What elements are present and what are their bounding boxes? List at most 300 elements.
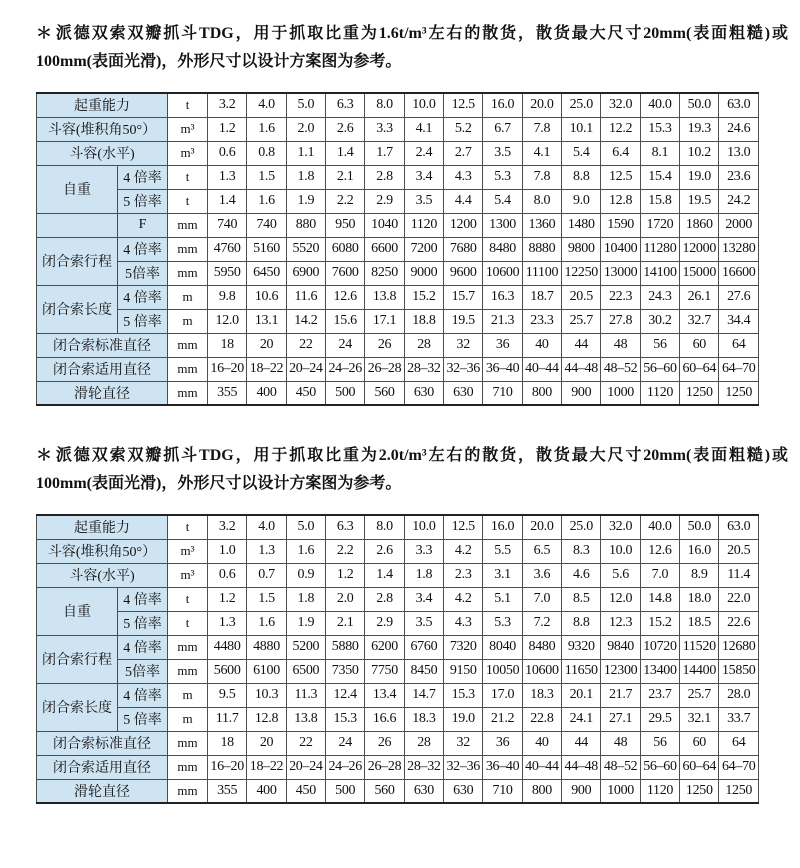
value-cell: 18.0 bbox=[680, 587, 719, 611]
value-cell: 355 bbox=[208, 381, 247, 405]
value-cell: 12250 bbox=[562, 261, 601, 285]
value-cell: 9000 bbox=[404, 261, 443, 285]
value-cell: 33.7 bbox=[719, 707, 759, 731]
table-row bbox=[37, 93, 759, 117]
value-cell: 15.3 bbox=[326, 707, 365, 731]
value-cell: 3.5 bbox=[404, 611, 443, 635]
value-cell: 5.1 bbox=[483, 587, 522, 611]
value-cell: 50.0 bbox=[680, 515, 719, 539]
value-cell: 950 bbox=[326, 213, 365, 237]
value-cell: 20.0 bbox=[522, 93, 561, 117]
value-cell: 28 bbox=[404, 333, 443, 357]
value-cell: 44 bbox=[562, 333, 601, 357]
intro-paragraph-1-text: 派德双索双瓣抓斗TDG，用于抓取比重为1.6t/m³左右的散货，散货最大尺寸20mm(表面粗糙)或100mm(表面光滑)，外形尺寸以设计方案图为参考。 bbox=[36, 25, 788, 70]
row-sublabel-cell: 4 倍率 bbox=[118, 285, 168, 309]
table-row bbox=[37, 117, 759, 141]
value-cell: 17.1 bbox=[365, 309, 404, 333]
unit-cell: mm bbox=[168, 213, 208, 237]
value-cell: 19.5 bbox=[680, 189, 719, 213]
table-row bbox=[37, 731, 759, 755]
unit-cell: m bbox=[168, 285, 208, 309]
value-cell: 22 bbox=[286, 333, 325, 357]
value-cell: 9320 bbox=[562, 635, 601, 659]
value-cell: 11100 bbox=[522, 261, 561, 285]
value-cell: 800 bbox=[522, 779, 561, 803]
value-cell: 1.6 bbox=[286, 539, 325, 563]
value-cell: 630 bbox=[444, 779, 483, 803]
value-cell: 1.2 bbox=[208, 117, 247, 141]
value-cell: 630 bbox=[444, 381, 483, 405]
value-cell: 2.7 bbox=[444, 141, 483, 165]
value-cell: 2.4 bbox=[404, 141, 443, 165]
value-cell: 11280 bbox=[640, 237, 679, 261]
value-cell: 15.2 bbox=[640, 611, 679, 635]
value-cell: 9.5 bbox=[208, 683, 247, 707]
value-cell: 5.3 bbox=[483, 165, 522, 189]
value-cell: 16.0 bbox=[483, 515, 522, 539]
value-cell: 19.0 bbox=[444, 707, 483, 731]
value-cell: 15.3 bbox=[444, 683, 483, 707]
value-cell: 64 bbox=[719, 333, 759, 357]
value-cell: 2.2 bbox=[326, 189, 365, 213]
value-cell: 1000 bbox=[601, 779, 640, 803]
value-cell: 56 bbox=[640, 333, 679, 357]
value-cell: 18.3 bbox=[522, 683, 561, 707]
value-cell: 13400 bbox=[640, 659, 679, 683]
value-cell: 0.6 bbox=[208, 563, 247, 587]
value-cell: 26 bbox=[365, 333, 404, 357]
value-cell: 1.6 bbox=[247, 117, 286, 141]
value-cell: 27.6 bbox=[719, 285, 759, 309]
value-cell: 18–22 bbox=[247, 357, 286, 381]
value-cell: 4.6 bbox=[562, 563, 601, 587]
value-cell: 10.3 bbox=[247, 683, 286, 707]
value-cell: 14400 bbox=[680, 659, 719, 683]
value-cell: 24.2 bbox=[719, 189, 759, 213]
row-sublabel-cell: F bbox=[118, 213, 168, 237]
value-cell: 7680 bbox=[444, 237, 483, 261]
value-cell: 32–36 bbox=[444, 755, 483, 779]
row-label-cell: 斗容(堆积角50°） bbox=[37, 539, 168, 563]
value-cell: 32.0 bbox=[601, 515, 640, 539]
value-cell: 1.8 bbox=[286, 587, 325, 611]
value-cell: 28.0 bbox=[719, 683, 759, 707]
value-cell: 29.5 bbox=[640, 707, 679, 731]
value-cell: 32.1 bbox=[680, 707, 719, 731]
table-row bbox=[37, 515, 759, 539]
table-row bbox=[37, 659, 759, 683]
row-sublabel-cell: 5倍率 bbox=[118, 659, 168, 683]
value-cell: 40.0 bbox=[640, 93, 679, 117]
value-cell: 560 bbox=[365, 779, 404, 803]
value-cell: 0.8 bbox=[247, 141, 286, 165]
row-label-cell: 闭合索适用直径 bbox=[37, 755, 168, 779]
value-cell: 3.3 bbox=[365, 117, 404, 141]
value-cell: 2.1 bbox=[326, 165, 365, 189]
value-cell: 12.2 bbox=[601, 117, 640, 141]
value-cell: 20.1 bbox=[562, 683, 601, 707]
value-cell: 12.3 bbox=[601, 611, 640, 635]
value-cell: 1.4 bbox=[326, 141, 365, 165]
row-label-cell: 滑轮直径 bbox=[37, 779, 168, 803]
value-cell: 25.0 bbox=[562, 515, 601, 539]
value-cell: 8480 bbox=[483, 237, 522, 261]
value-cell: 12680 bbox=[719, 635, 759, 659]
value-cell: 1.5 bbox=[247, 165, 286, 189]
row-sublabel-cell: 5 倍率 bbox=[118, 611, 168, 635]
value-cell: 3.2 bbox=[208, 515, 247, 539]
value-cell: 16.0 bbox=[483, 93, 522, 117]
spec-table-tdg-2-0 bbox=[36, 514, 759, 804]
value-cell: 1250 bbox=[719, 779, 759, 803]
value-cell: 14.2 bbox=[286, 309, 325, 333]
row-group-cell: 闭合索行程 bbox=[37, 635, 118, 683]
value-cell: 26–28 bbox=[365, 357, 404, 381]
value-cell: 15.2 bbox=[404, 285, 443, 309]
value-cell: 8.5 bbox=[562, 587, 601, 611]
row-label-cell: 斗容(堆积角50°） bbox=[37, 117, 168, 141]
row-label-cell: 斗容(水平) bbox=[37, 141, 168, 165]
value-cell: 48–52 bbox=[601, 357, 640, 381]
value-cell: 500 bbox=[326, 381, 365, 405]
value-cell: 5.4 bbox=[483, 189, 522, 213]
value-cell: 8.0 bbox=[365, 93, 404, 117]
table-row bbox=[37, 357, 759, 381]
value-cell: 11.7 bbox=[208, 707, 247, 731]
row-group-cell: 自重 bbox=[37, 587, 118, 635]
table-row bbox=[37, 189, 759, 213]
value-cell: 36 bbox=[483, 333, 522, 357]
value-cell: 36 bbox=[483, 731, 522, 755]
star-marker: ＊ bbox=[36, 25, 54, 42]
row-group-cell bbox=[37, 213, 118, 237]
value-cell: 630 bbox=[404, 381, 443, 405]
value-cell: 8.8 bbox=[562, 611, 601, 635]
value-cell: 25.0 bbox=[562, 93, 601, 117]
value-cell: 900 bbox=[562, 381, 601, 405]
value-cell: 4.0 bbox=[247, 515, 286, 539]
spec-table-tdg-1-6 bbox=[36, 92, 759, 406]
value-cell: 10600 bbox=[522, 659, 561, 683]
value-cell: 1200 bbox=[444, 213, 483, 237]
value-cell: 1.4 bbox=[208, 189, 247, 213]
value-cell: 500 bbox=[326, 779, 365, 803]
table-row bbox=[37, 309, 759, 333]
value-cell: 1250 bbox=[680, 779, 719, 803]
value-cell: 10.0 bbox=[404, 515, 443, 539]
value-cell: 16.6 bbox=[365, 707, 404, 731]
value-cell: 12.5 bbox=[444, 93, 483, 117]
value-cell: 2.2 bbox=[326, 539, 365, 563]
value-cell: 1860 bbox=[680, 213, 719, 237]
value-cell: 5.4 bbox=[562, 141, 601, 165]
value-cell: 28 bbox=[404, 731, 443, 755]
value-cell: 32 bbox=[444, 731, 483, 755]
value-cell: 5.6 bbox=[601, 563, 640, 587]
value-cell: 4.3 bbox=[444, 165, 483, 189]
value-cell: 20.5 bbox=[562, 285, 601, 309]
value-cell: 10.0 bbox=[404, 93, 443, 117]
spec-table-tdg-2-0-body bbox=[37, 515, 759, 803]
value-cell: 6500 bbox=[286, 659, 325, 683]
value-cell: 56 bbox=[640, 731, 679, 755]
value-cell: 19.0 bbox=[680, 165, 719, 189]
value-cell: 20–24 bbox=[286, 755, 325, 779]
unit-cell: t bbox=[168, 93, 208, 117]
value-cell: 27.8 bbox=[601, 309, 640, 333]
value-cell: 1.2 bbox=[326, 563, 365, 587]
value-cell: 14100 bbox=[640, 261, 679, 285]
table-row bbox=[37, 611, 759, 635]
value-cell: 16.0 bbox=[680, 539, 719, 563]
value-cell: 4.3 bbox=[444, 611, 483, 635]
unit-cell: mm bbox=[168, 755, 208, 779]
value-cell: 24.3 bbox=[640, 285, 679, 309]
value-cell: 3.2 bbox=[208, 93, 247, 117]
value-cell: 7.0 bbox=[640, 563, 679, 587]
value-cell: 1300 bbox=[483, 213, 522, 237]
table-row bbox=[37, 333, 759, 357]
value-cell: 2.9 bbox=[365, 189, 404, 213]
value-cell: 15.7 bbox=[444, 285, 483, 309]
value-cell: 19.5 bbox=[444, 309, 483, 333]
value-cell: 3.6 bbox=[522, 563, 561, 587]
value-cell: 18 bbox=[208, 731, 247, 755]
value-cell: 710 bbox=[483, 779, 522, 803]
value-cell: 1.0 bbox=[208, 539, 247, 563]
value-cell: 4.0 bbox=[247, 93, 286, 117]
value-cell: 24 bbox=[326, 333, 365, 357]
value-cell: 450 bbox=[286, 381, 325, 405]
value-cell: 9800 bbox=[562, 237, 601, 261]
value-cell: 1250 bbox=[719, 381, 759, 405]
intro-paragraph-1 bbox=[36, 20, 788, 76]
unit-cell: t bbox=[168, 587, 208, 611]
value-cell: 48–52 bbox=[601, 755, 640, 779]
value-cell: 800 bbox=[522, 381, 561, 405]
value-cell: 12.6 bbox=[326, 285, 365, 309]
value-cell: 8.9 bbox=[680, 563, 719, 587]
value-cell: 4.1 bbox=[522, 141, 561, 165]
value-cell: 11520 bbox=[680, 635, 719, 659]
value-cell: 24.1 bbox=[562, 707, 601, 731]
value-cell: 5.3 bbox=[483, 611, 522, 635]
value-cell: 22.3 bbox=[601, 285, 640, 309]
unit-cell: m³ bbox=[168, 563, 208, 587]
value-cell: 21.2 bbox=[483, 707, 522, 731]
value-cell: 4480 bbox=[208, 635, 247, 659]
table-row bbox=[37, 683, 759, 707]
value-cell: 5.0 bbox=[286, 93, 325, 117]
value-cell: 23.7 bbox=[640, 683, 679, 707]
value-cell: 5.0 bbox=[286, 515, 325, 539]
value-cell: 3.4 bbox=[404, 165, 443, 189]
value-cell: 10.2 bbox=[680, 141, 719, 165]
value-cell: 40.0 bbox=[640, 515, 679, 539]
value-cell: 22.0 bbox=[719, 587, 759, 611]
value-cell: 28–32 bbox=[404, 755, 443, 779]
value-cell: 13000 bbox=[601, 261, 640, 285]
row-sublabel-cell: 4 倍率 bbox=[118, 587, 168, 611]
value-cell: 6760 bbox=[404, 635, 443, 659]
row-sublabel-cell: 4 倍率 bbox=[118, 635, 168, 659]
unit-cell: m³ bbox=[168, 141, 208, 165]
value-cell: 5.2 bbox=[444, 117, 483, 141]
value-cell: 21.3 bbox=[483, 309, 522, 333]
value-cell: 12.0 bbox=[208, 309, 247, 333]
value-cell: 7.8 bbox=[522, 117, 561, 141]
value-cell: 2.8 bbox=[365, 165, 404, 189]
value-cell: 10.6 bbox=[247, 285, 286, 309]
value-cell: 8040 bbox=[483, 635, 522, 659]
value-cell: 710 bbox=[483, 381, 522, 405]
value-cell: 40 bbox=[522, 731, 561, 755]
value-cell: 1.4 bbox=[365, 563, 404, 587]
value-cell: 23.3 bbox=[522, 309, 561, 333]
unit-cell: m³ bbox=[168, 117, 208, 141]
value-cell: 400 bbox=[247, 381, 286, 405]
value-cell: 6100 bbox=[247, 659, 286, 683]
row-label-cell: 起重能力 bbox=[37, 93, 168, 117]
value-cell: 19.3 bbox=[680, 117, 719, 141]
row-sublabel-cell: 5 倍率 bbox=[118, 309, 168, 333]
value-cell: 5520 bbox=[286, 237, 325, 261]
value-cell: 11.3 bbox=[286, 683, 325, 707]
value-cell: 7200 bbox=[404, 237, 443, 261]
row-sublabel-cell: 4 倍率 bbox=[118, 683, 168, 707]
value-cell: 12.5 bbox=[444, 515, 483, 539]
row-sublabel-cell: 4 倍率 bbox=[118, 165, 168, 189]
row-group-cell: 闭合索长度 bbox=[37, 683, 118, 731]
value-cell: 26–28 bbox=[365, 755, 404, 779]
unit-cell: t bbox=[168, 189, 208, 213]
row-sublabel-cell: 5倍率 bbox=[118, 261, 168, 285]
value-cell: 15.3 bbox=[640, 117, 679, 141]
value-cell: 64–70 bbox=[719, 755, 759, 779]
value-cell: 2.6 bbox=[326, 117, 365, 141]
value-cell: 8.8 bbox=[562, 165, 601, 189]
table-row bbox=[37, 635, 759, 659]
value-cell: 15.8 bbox=[640, 189, 679, 213]
value-cell: 1.9 bbox=[286, 611, 325, 635]
unit-cell: t bbox=[168, 611, 208, 635]
value-cell: 15.6 bbox=[326, 309, 365, 333]
value-cell: 8480 bbox=[522, 635, 561, 659]
value-cell: 34.4 bbox=[719, 309, 759, 333]
value-cell: 4.2 bbox=[444, 539, 483, 563]
value-cell: 8450 bbox=[404, 659, 443, 683]
unit-cell: m bbox=[168, 707, 208, 731]
value-cell: 1.7 bbox=[365, 141, 404, 165]
value-cell: 27.1 bbox=[601, 707, 640, 731]
table-row bbox=[37, 165, 759, 189]
value-cell: 13.8 bbox=[365, 285, 404, 309]
value-cell: 32–36 bbox=[444, 357, 483, 381]
value-cell: 24–26 bbox=[326, 755, 365, 779]
value-cell: 12000 bbox=[680, 237, 719, 261]
value-cell: 740 bbox=[208, 213, 247, 237]
unit-cell: m bbox=[168, 309, 208, 333]
table-row bbox=[37, 285, 759, 309]
value-cell: 12.6 bbox=[640, 539, 679, 563]
value-cell: 16–20 bbox=[208, 357, 247, 381]
value-cell: 5880 bbox=[326, 635, 365, 659]
row-sublabel-cell: 4 倍率 bbox=[118, 237, 168, 261]
value-cell: 16–20 bbox=[208, 755, 247, 779]
value-cell: 5.5 bbox=[483, 539, 522, 563]
value-cell: 12.4 bbox=[326, 683, 365, 707]
value-cell: 8880 bbox=[522, 237, 561, 261]
value-cell: 64 bbox=[719, 731, 759, 755]
table-row bbox=[37, 779, 759, 803]
value-cell: 1590 bbox=[601, 213, 640, 237]
value-cell: 6.7 bbox=[483, 117, 522, 141]
value-cell: 64–70 bbox=[719, 357, 759, 381]
value-cell: 18.3 bbox=[404, 707, 443, 731]
value-cell: 13.8 bbox=[286, 707, 325, 731]
value-cell: 2.8 bbox=[365, 587, 404, 611]
row-group-cell: 闭合索行程 bbox=[37, 237, 118, 285]
table-row bbox=[37, 381, 759, 405]
value-cell: 13.4 bbox=[365, 683, 404, 707]
table-row bbox=[37, 261, 759, 285]
intro-paragraph-2 bbox=[36, 442, 788, 498]
value-cell: 36–40 bbox=[483, 357, 522, 381]
value-cell: 6900 bbox=[286, 261, 325, 285]
value-cell: 12300 bbox=[601, 659, 640, 683]
table-row bbox=[37, 141, 759, 165]
unit-cell: mm bbox=[168, 659, 208, 683]
value-cell: 6.5 bbox=[522, 539, 561, 563]
table-row bbox=[37, 587, 759, 611]
value-cell: 9.8 bbox=[208, 285, 247, 309]
value-cell: 1040 bbox=[365, 213, 404, 237]
value-cell: 8.3 bbox=[562, 539, 601, 563]
value-cell: 10.1 bbox=[562, 117, 601, 141]
value-cell: 1720 bbox=[640, 213, 679, 237]
value-cell: 44–48 bbox=[562, 357, 601, 381]
value-cell: 1360 bbox=[522, 213, 561, 237]
value-cell: 56–60 bbox=[640, 357, 679, 381]
value-cell: 1.2 bbox=[208, 587, 247, 611]
value-cell: 3.5 bbox=[404, 189, 443, 213]
value-cell: 7320 bbox=[444, 635, 483, 659]
row-sublabel-cell: 5 倍率 bbox=[118, 707, 168, 731]
row-label-cell: 闭合索标准直径 bbox=[37, 731, 168, 755]
value-cell: 7600 bbox=[326, 261, 365, 285]
value-cell: 3.3 bbox=[404, 539, 443, 563]
value-cell: 9840 bbox=[601, 635, 640, 659]
value-cell: 36–40 bbox=[483, 755, 522, 779]
value-cell: 20.0 bbox=[522, 515, 561, 539]
value-cell: 16600 bbox=[719, 261, 759, 285]
value-cell: 15.4 bbox=[640, 165, 679, 189]
value-cell: 1.8 bbox=[404, 563, 443, 587]
row-sublabel-cell: 5 倍率 bbox=[118, 189, 168, 213]
value-cell: 24.6 bbox=[719, 117, 759, 141]
value-cell: 0.6 bbox=[208, 141, 247, 165]
value-cell: 60–64 bbox=[680, 755, 719, 779]
value-cell: 60–64 bbox=[680, 357, 719, 381]
value-cell: 355 bbox=[208, 779, 247, 803]
value-cell: 60 bbox=[680, 731, 719, 755]
value-cell: 1.6 bbox=[247, 611, 286, 635]
value-cell: 2000 bbox=[719, 213, 759, 237]
value-cell: 1120 bbox=[640, 779, 679, 803]
value-cell: 28–32 bbox=[404, 357, 443, 381]
value-cell: 32.7 bbox=[680, 309, 719, 333]
value-cell: 2.0 bbox=[326, 587, 365, 611]
